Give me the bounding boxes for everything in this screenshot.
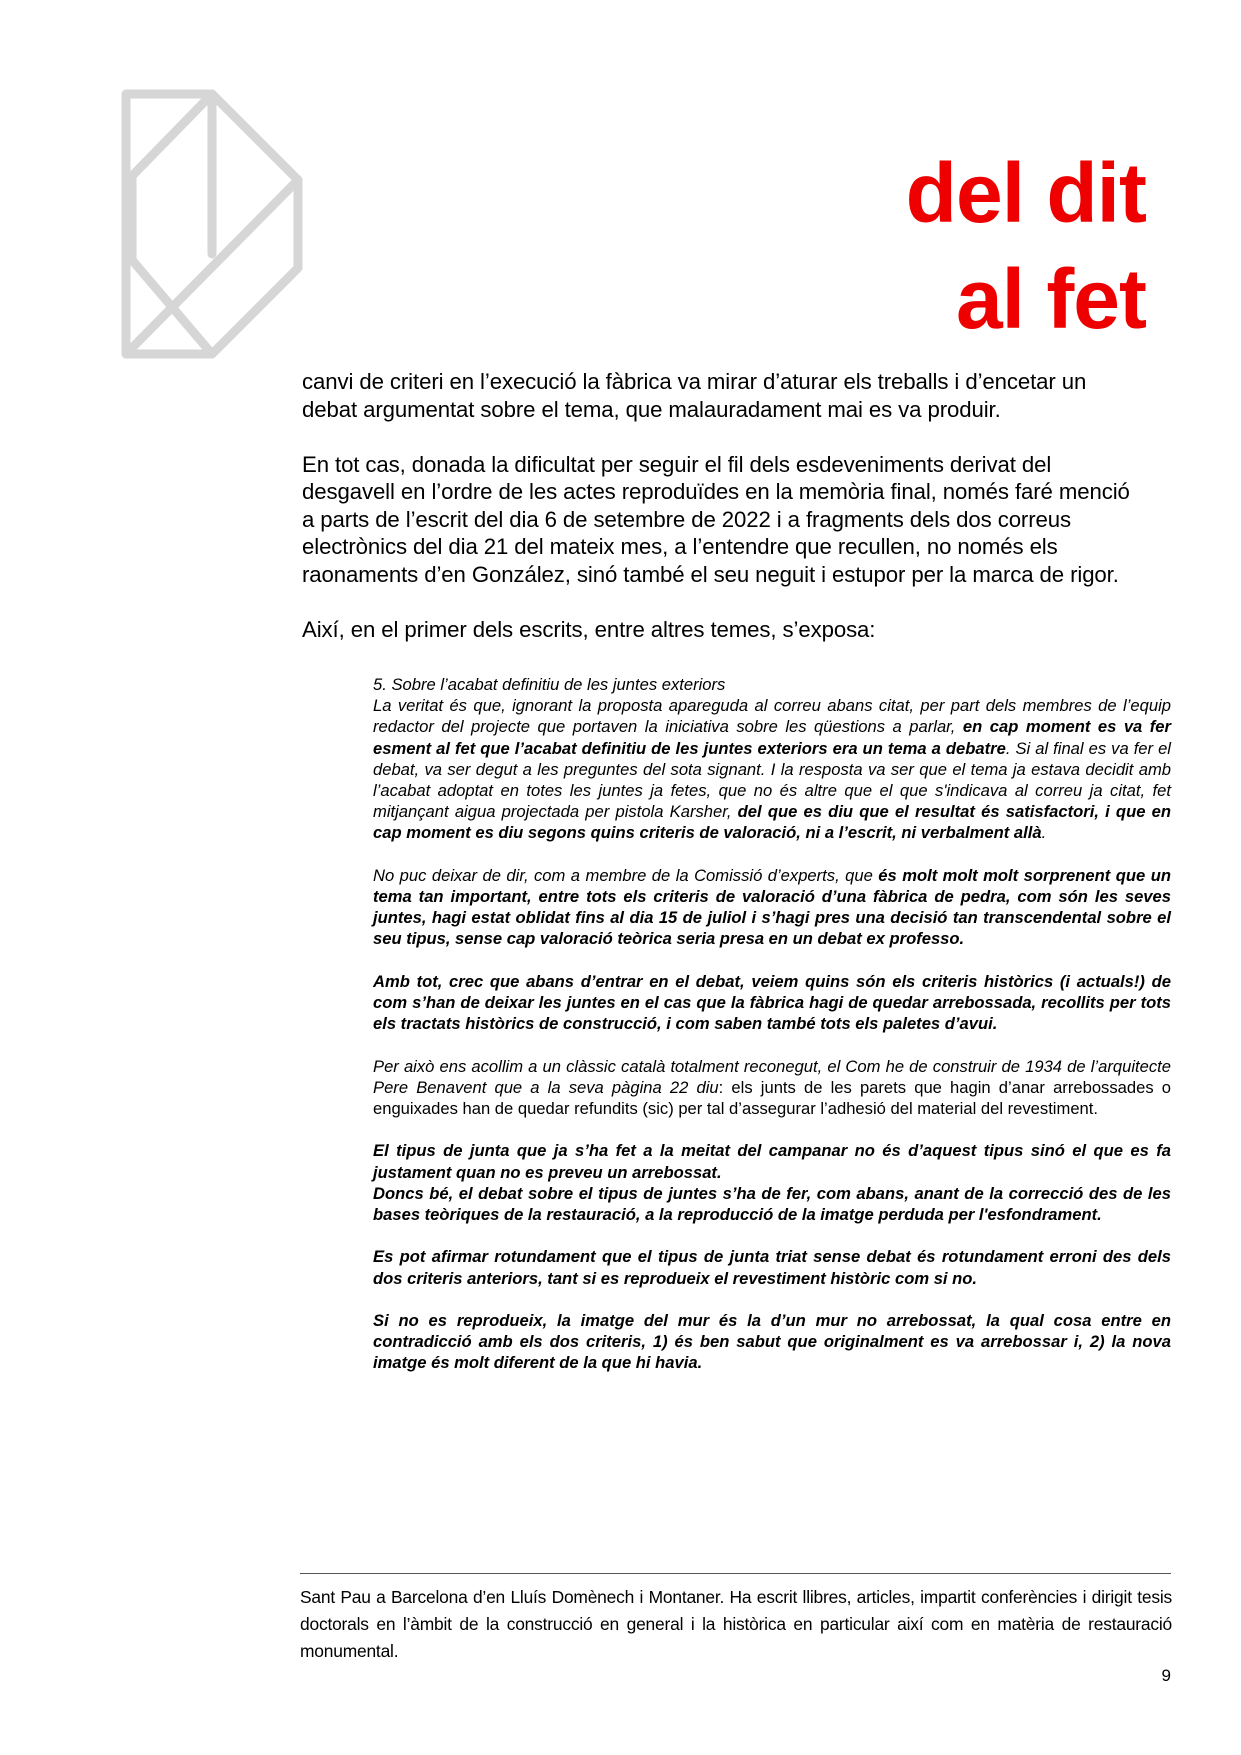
body-text xyxy=(302,368,1144,671)
quote-citation: : els junts de les parets que hagin d’anar arrebossades o enguixades han de quedar refundits (sic) per tal d’assegurar l’adhesió del material del revestiment. xyxy=(373,1077,1171,1119)
quote-emphasis: Doncs bé, el debat sobre el tipus de juntes s’ha de fer, com abans, anant de la correcció des de les bases teòriques de la restauració, a la reproducció de la imatge perduda per l'esfondrament. xyxy=(373,1183,1171,1225)
page-number: 9 xyxy=(1161,1666,1171,1685)
quote-emphasis: El tipus de junta que ja s’ha fet a la meitat del campanar no és d’aquest tipus sinó el que es fa justament quan no es preveu un arrebossat. xyxy=(373,1141,1171,1182)
body-paragraph: canvi de criteri en l’execució la fàbrica va mirar d’aturar els treballs i d’encetar un debat argumentat sobre el tema, que malauradament mai es va produir. xyxy=(302,369,1087,422)
quote-text: . Si al final es va fer el debat, va ser degut a les preguntes del sota signant. I la resposta va ser que el tema ja estava decidit amb l’acabat adoptat en totes les juntes ja fetes, que no és altre que el que s'indicava al correu ja citat, fet mitjançant aigua projectada per pistola Karsher, xyxy=(373,738,1171,822)
quote-emphasis: Si no es reprodueix, la imatge del mur és la d’un mur no arrebossat, la qual cosa entre en contradicció amb els dos criteris, 1) és ben sabut que originalment es va arrebossar i, 2) la nova imatge és molt diferent de la que hi havia. xyxy=(373,1311,1171,1373)
title-line-2: al fet xyxy=(955,252,1146,346)
footnote: Sant Pau a Barcelona d’en Lluís Domènech i Montaner. Ha escrit llibres, articles, impartit conferències i dirigit tesis doctorals en l’àmbit de la construcció en general i la històrica en particular així com en matèria de restauració monumental. xyxy=(300,1587,1172,1661)
quote-text: No puc deixar de dir, com a membre de la Comissió d’experts, que xyxy=(373,865,879,885)
document-title xyxy=(906,140,1146,352)
quote-paragraph xyxy=(373,1246,1171,1288)
quote-paragraph xyxy=(373,971,1171,1035)
quote-paragraph xyxy=(373,1056,1171,1120)
quote-emphasis: en cap moment es va fer esment al fet que l’acabat definitiu de les juntes exteriors era un tema a debatre xyxy=(373,717,1171,758)
quote-text: . xyxy=(1041,823,1047,843)
quote-emphasis: és molt molt molt sorprenent que un tema tan important, entre tots els criteris de valoració d’una fàbrica de pedra, com són les seves juntes, hagi estat oblidat fins al dia 15 de juliol i s’hagi pres una decisió tan transcendental sobre el seu tipus, sense cap valoració teòrica seria presa en un debat ex professo. xyxy=(373,865,1171,949)
quote-text: Per això ens acollim a un clàssic català totalment reconegut, el Com he de construir de 1934 de l’arquitecte Pere Benavent que a la seva pàgina 22 diu xyxy=(373,1056,1171,1097)
block-quote xyxy=(373,674,1171,1395)
quote-paragraph xyxy=(373,865,1171,950)
quote-emphasis: del que es diu que el resultat és satisfactori, i que en cap moment es diu segons quins criteris de valoració, ni a l’escrit, ni verbalment allà xyxy=(373,802,1171,843)
quote-paragraph xyxy=(373,1140,1171,1225)
quote-emphasis: Es pot afirmar rotundament que el tipus de junta triat sense debat és rotundament erroni des dels dos criteris anteriors, tant si es reprodueix el revestiment històric com si no. xyxy=(373,1247,1171,1288)
title-line-1: del dit xyxy=(905,146,1146,240)
body-paragraph: Així, en el primer dels escrits, entre altres temes, s’exposa: xyxy=(302,616,876,642)
quote-paragraph xyxy=(373,695,1171,843)
geometric-d-logo-icon xyxy=(120,88,316,370)
quote-text: La veritat és que, ignorant la proposta apareguda al correu abans citat, per part dels membres de l’equip redactor del projecte que portaven la iniciativa sobre les qüestions a parlar, xyxy=(373,696,1171,737)
quote-paragraph xyxy=(373,1310,1171,1374)
body-paragraph: En tot cas, donada la dificultat per seguir el fil dels esdeveniments derivat del desgavell en l’ordre de les actes reproduïdes en la memòria final, només faré menció a parts de l’escrit del dia 6 de setembre de 2022 i a fragments dels dos correus electrònics del dia 21 del mateix mes, a l’entendre que recullen, no només els raonaments d’en González, sinó també el seu neguit i estupor per la marca de rigor. xyxy=(302,451,1130,587)
quote-heading: 5. Sobre l’acabat definitiu de les juntes exteriors xyxy=(373,675,726,694)
footnote-divider xyxy=(300,1573,1171,1574)
quote-emphasis: Amb tot, crec que abans d’entrar en el debat, veiem quins són els criteris històrics (i actuals!) de com s’han de deixar les juntes en el cas que la fàbrica hagi de quedar arrebossada, recollits per tots els tractats històrics de construcció, i com saben també tots els paletes d’avui. xyxy=(373,971,1171,1034)
